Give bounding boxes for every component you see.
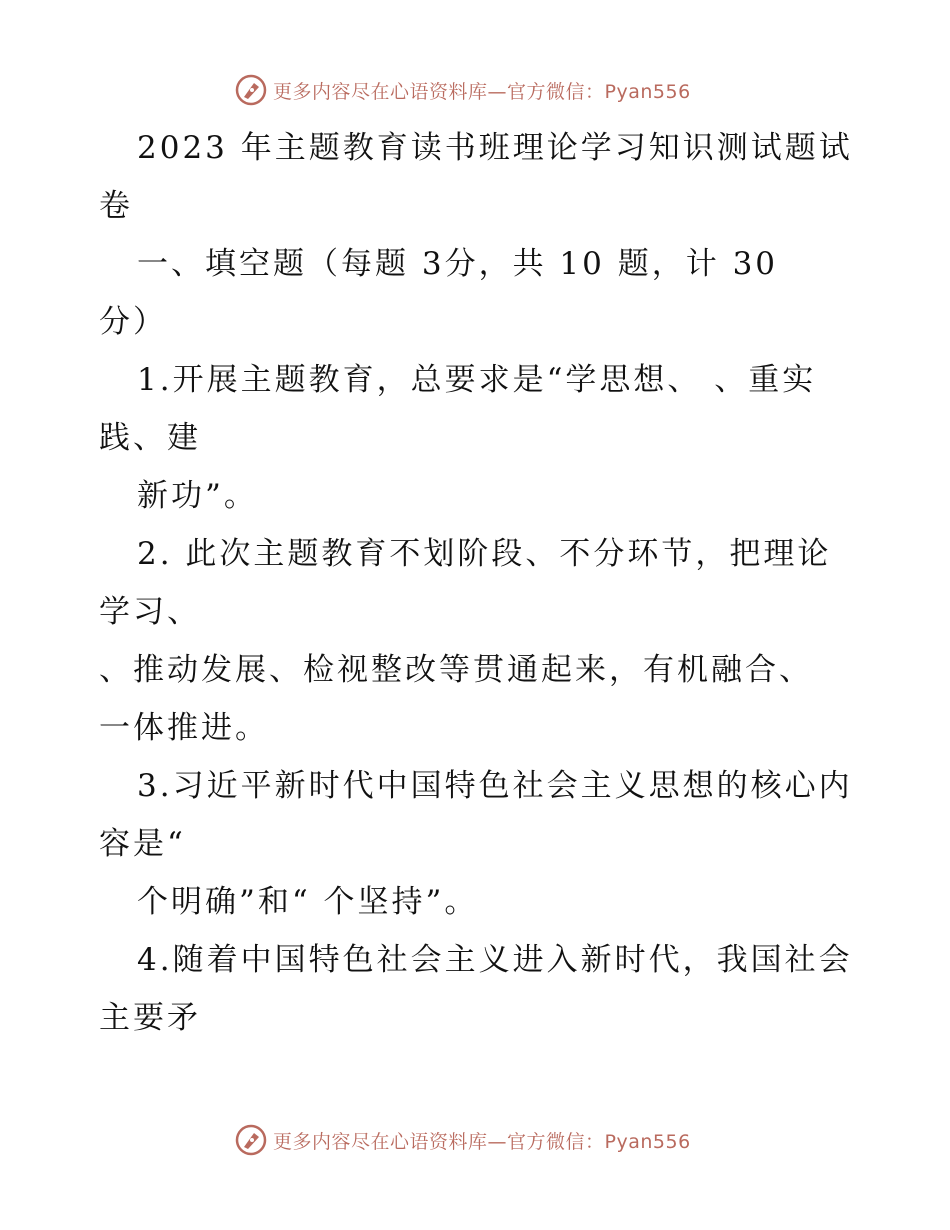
- question-2-line-3: 、推动发展、检视整改等贯通起来，有机融合、: [99, 652, 813, 688]
- question-2-line-4: 一体推进。: [99, 710, 269, 746]
- question-3-line-2: 容是“: [99, 826, 186, 862]
- question-2-line-2: 学习、: [99, 594, 201, 630]
- section-heading-line-1: 一、填空题（每题 3分，共 10 题，计 30: [137, 246, 779, 282]
- question-3-line-1: 3.习近平新时代中国特色社会主义思想的核心内: [137, 768, 853, 804]
- question-2-line-1: 2. 此次主题教育不划阶段、不分环节，把理论: [137, 536, 832, 572]
- question-1-line-2: 践、建: [99, 420, 201, 456]
- section-heading-line-2: 分）: [99, 304, 167, 340]
- title-line-2: 卷: [99, 188, 133, 224]
- watermark-text: 更多内容尽在心语资料库—官方微信：Pyan556: [273, 80, 691, 103]
- watermark-text: 更多内容尽在心语资料库—官方微信：Pyan556: [273, 1130, 691, 1153]
- question-1-line-1: 1.开展主题教育，总要求是“学思想、 、重实: [137, 362, 817, 398]
- pen-nib-logo-icon: [235, 1124, 267, 1156]
- question-4-line-1: 4.随着中国特色社会主义进入新时代，我国社会: [137, 942, 853, 978]
- question-4-line-2: 主要矛: [99, 1000, 201, 1036]
- title-line-1: 2023 年主题教育读书班理论学习知识测试题试: [137, 130, 853, 166]
- pen-nib-logo-icon: [235, 74, 267, 106]
- header-watermark: [235, 72, 755, 108]
- question-1-line-3: 新功”。: [137, 478, 258, 514]
- question-3-line-3: 个明确”和“ 个坚持”。: [137, 884, 479, 920]
- footer-watermark: [235, 1122, 755, 1158]
